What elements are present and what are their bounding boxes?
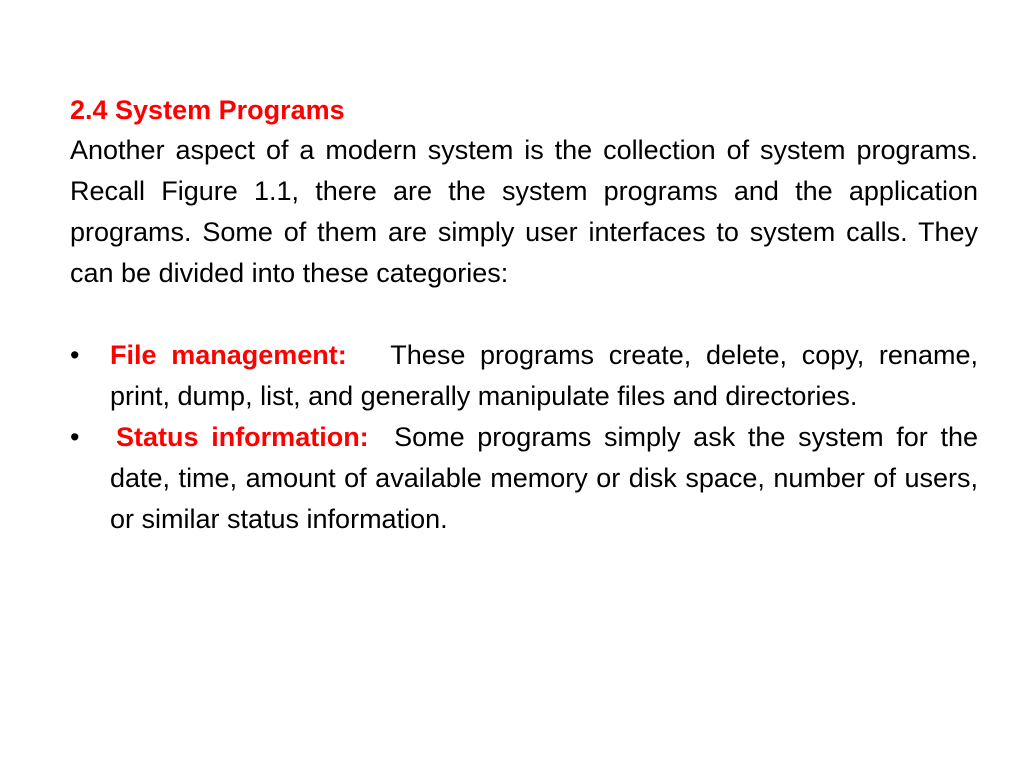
slide-content — [70, 90, 978, 540]
bullet-marker: • — [70, 340, 80, 370]
section-heading: 2.4 System Programs — [70, 95, 345, 125]
bullet-text: Some programs simply ask the system for the date, time, amount of available memory or disk space, number of users, or similar status information. — [110, 422, 979, 534]
bullet-marker: • — [70, 422, 80, 452]
bullet-item-status-information — [70, 417, 978, 540]
intro-paragraph: Another aspect of a modern system is the collection of system programs. Recall Figure 1.1, there are the system programs and the application programs. Some of them are simply user interfaces to system calls. They can be divided into these categories: — [70, 135, 978, 288]
bullet-item-file-management — [70, 335, 978, 417]
bullet-text: These programs create, delete, copy, rename, print, dump, list, and generally manipulate files and directories. — [110, 340, 978, 411]
spacer — [70, 294, 978, 335]
bullet-term: Status information: — [116, 422, 369, 452]
bullet-term: File management: — [110, 340, 347, 370]
bullet-list — [70, 335, 978, 540]
